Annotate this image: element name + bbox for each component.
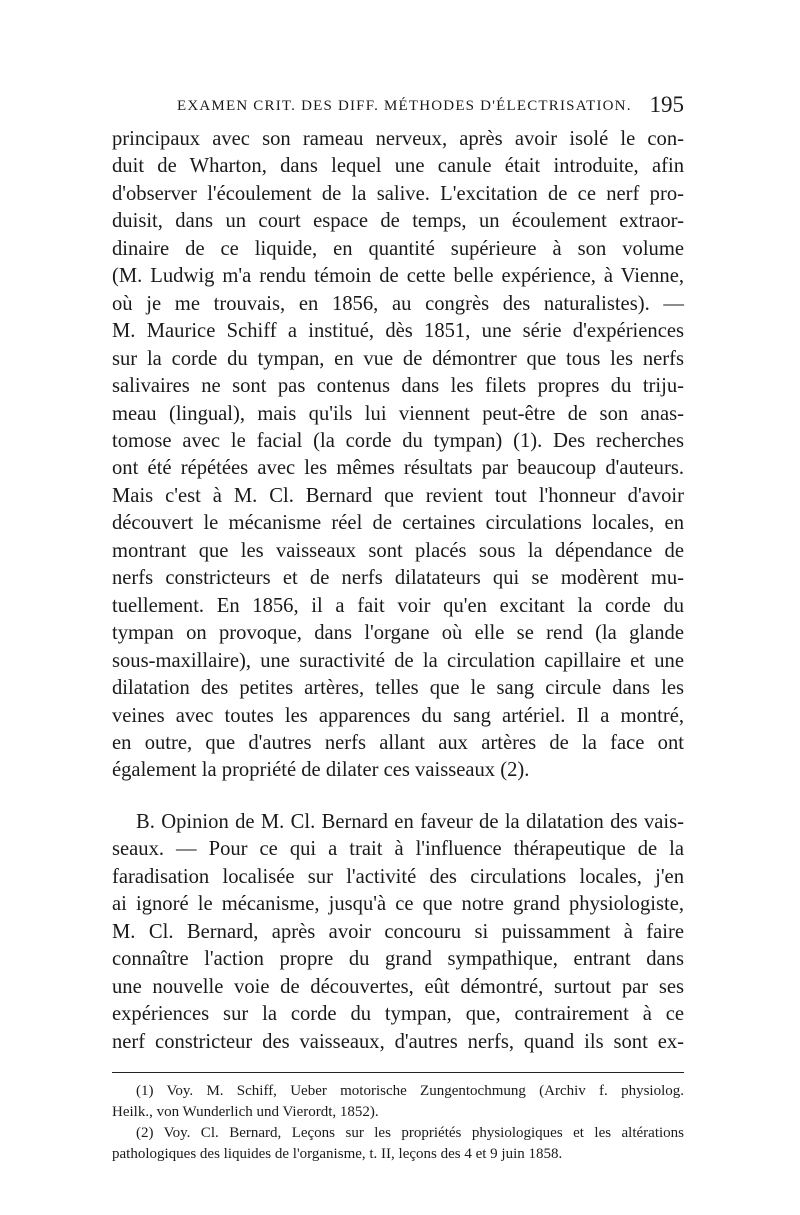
text-line: faradisation localisée sur l'activité des circulations locales, j'en [112, 865, 684, 888]
body-text [112, 126, 684, 1056]
text-line: tomose avec le facial (la corde du tympan) (1). Des recherches [112, 429, 684, 452]
text-line: meau (lingual), mais qu'ils lui viennent peut-être de son anas- [112, 402, 684, 425]
text-line: une nouvelle voie de découvertes, eût démontré, surtout par ses [112, 975, 684, 998]
book-page [112, 92, 684, 1165]
text-line: d'observer l'écoulement de la salive. L'excitation de ce nerf pro- [112, 182, 684, 205]
text-line: sous-maxillaire), une suractivité de la circulation capillaire et une [112, 649, 684, 672]
running-title: EXAMEN CRIT. DES DIFF. MÉTHODES D'ÉLECTRISATION. [177, 98, 632, 114]
text-line: connaître l'action propre du grand sympathique, entrant dans [112, 948, 684, 971]
text-line: ai ignoré le mécanisme, jusqu'à ce que notre grand physiologiste, [112, 893, 684, 916]
text-line: veines avec toutes les apparences du sang artériel. Il a montré, [112, 704, 684, 727]
text-line: également la propriété de dilater ces vaisseaux (2). [112, 759, 530, 782]
text-line: tympan on provoque, dans l'organe où elle se rend (la glande [112, 622, 684, 645]
text-line: duit de Wharton, dans lequel une canule était introduite, afin [112, 155, 684, 178]
text-line: où je me trouvais, en 1856, au congrès des naturalistes). — [112, 292, 684, 315]
footnote-line: pathologiques des liquides de l'organisme, t. II, leçons des 4 et 9 juin 1858. [112, 1145, 563, 1162]
running-header [112, 92, 684, 126]
footnote-line: (1) Voy. M. Schiff, Ueber motorische Zungentochmung (Archiv f. physiolog. [136, 1082, 684, 1099]
text-line: Mais c'est à M. Cl. Bernard que revient tout l'honneur d'avoir [112, 484, 684, 507]
text-line: expériences sur la corde du tympan, que, contrairement à ce [112, 1003, 684, 1026]
page-number: 195 [649, 92, 684, 117]
text-line: sur la corde du tympan, en vue de démontrer que tous les nerfs [112, 347, 684, 370]
text-line: seaux. — Pour ce qui a trait à l'influence thérapeutique de la [112, 838, 684, 861]
text-line: dinaire de ce liquide, en quantité supérieure à son volume [112, 237, 684, 260]
text-line: en outre, que d'autres nerfs allant aux artères de la face ont [112, 731, 684, 754]
text-line: salivaires ne sont pas contenus dans les filets propres du triju- [112, 375, 684, 398]
footnotes [112, 1081, 684, 1165]
text-line: B. Opinion de M. Cl. Bernard en faveur de la dilatation des vais- [136, 810, 684, 833]
text-line: dilatation des petites artères, telles que le sang circule dans les [112, 677, 684, 700]
text-line: découvert le mécanisme réel de certaines circulations locales, en [112, 512, 684, 535]
footnote-line: (2) Voy. Cl. Bernard, Leçons sur les propriétés physiologiques et les altérations [136, 1124, 684, 1141]
paragraph-2 [112, 809, 684, 1056]
text-line: M. Maurice Schiff a institué, dès 1851, une série d'expériences [112, 320, 684, 343]
paragraph-gap [112, 785, 684, 809]
text-line: ont été répétées avec les mêmes résultats par beaucoup d'auteurs. [112, 457, 684, 480]
text-line: principaux avec son rameau nerveux, après avoir isolé le con- [112, 128, 684, 150]
footnote-line: Heilk., von Wunderlich und Vierordt, 1852). [112, 1103, 379, 1120]
text-line: montrant que les vaisseaux sont placés sous la dépendance de [112, 539, 684, 562]
text-line: tuellement. En 1856, il a fait voir qu'en excitant la corde du [112, 594, 684, 617]
paragraph-1 [112, 126, 684, 785]
text-line: nerfs constricteurs et de nerfs dilatateurs qui se modèrent mu- [112, 567, 684, 590]
footnote-rule [112, 1072, 684, 1073]
text-line: M. Cl. Bernard, après avoir concouru si puissamment à faire [112, 920, 684, 943]
text-line: (M. Ludwig m'a rendu témoin de cette belle expérience, à Vienne, [112, 265, 684, 288]
text-line: duisit, dans un court espace de temps, un écoulement extraor- [112, 210, 684, 233]
text-line: nerf constricteur des vaisseaux, d'autres nerfs, quand ils sont ex- [112, 1030, 684, 1053]
